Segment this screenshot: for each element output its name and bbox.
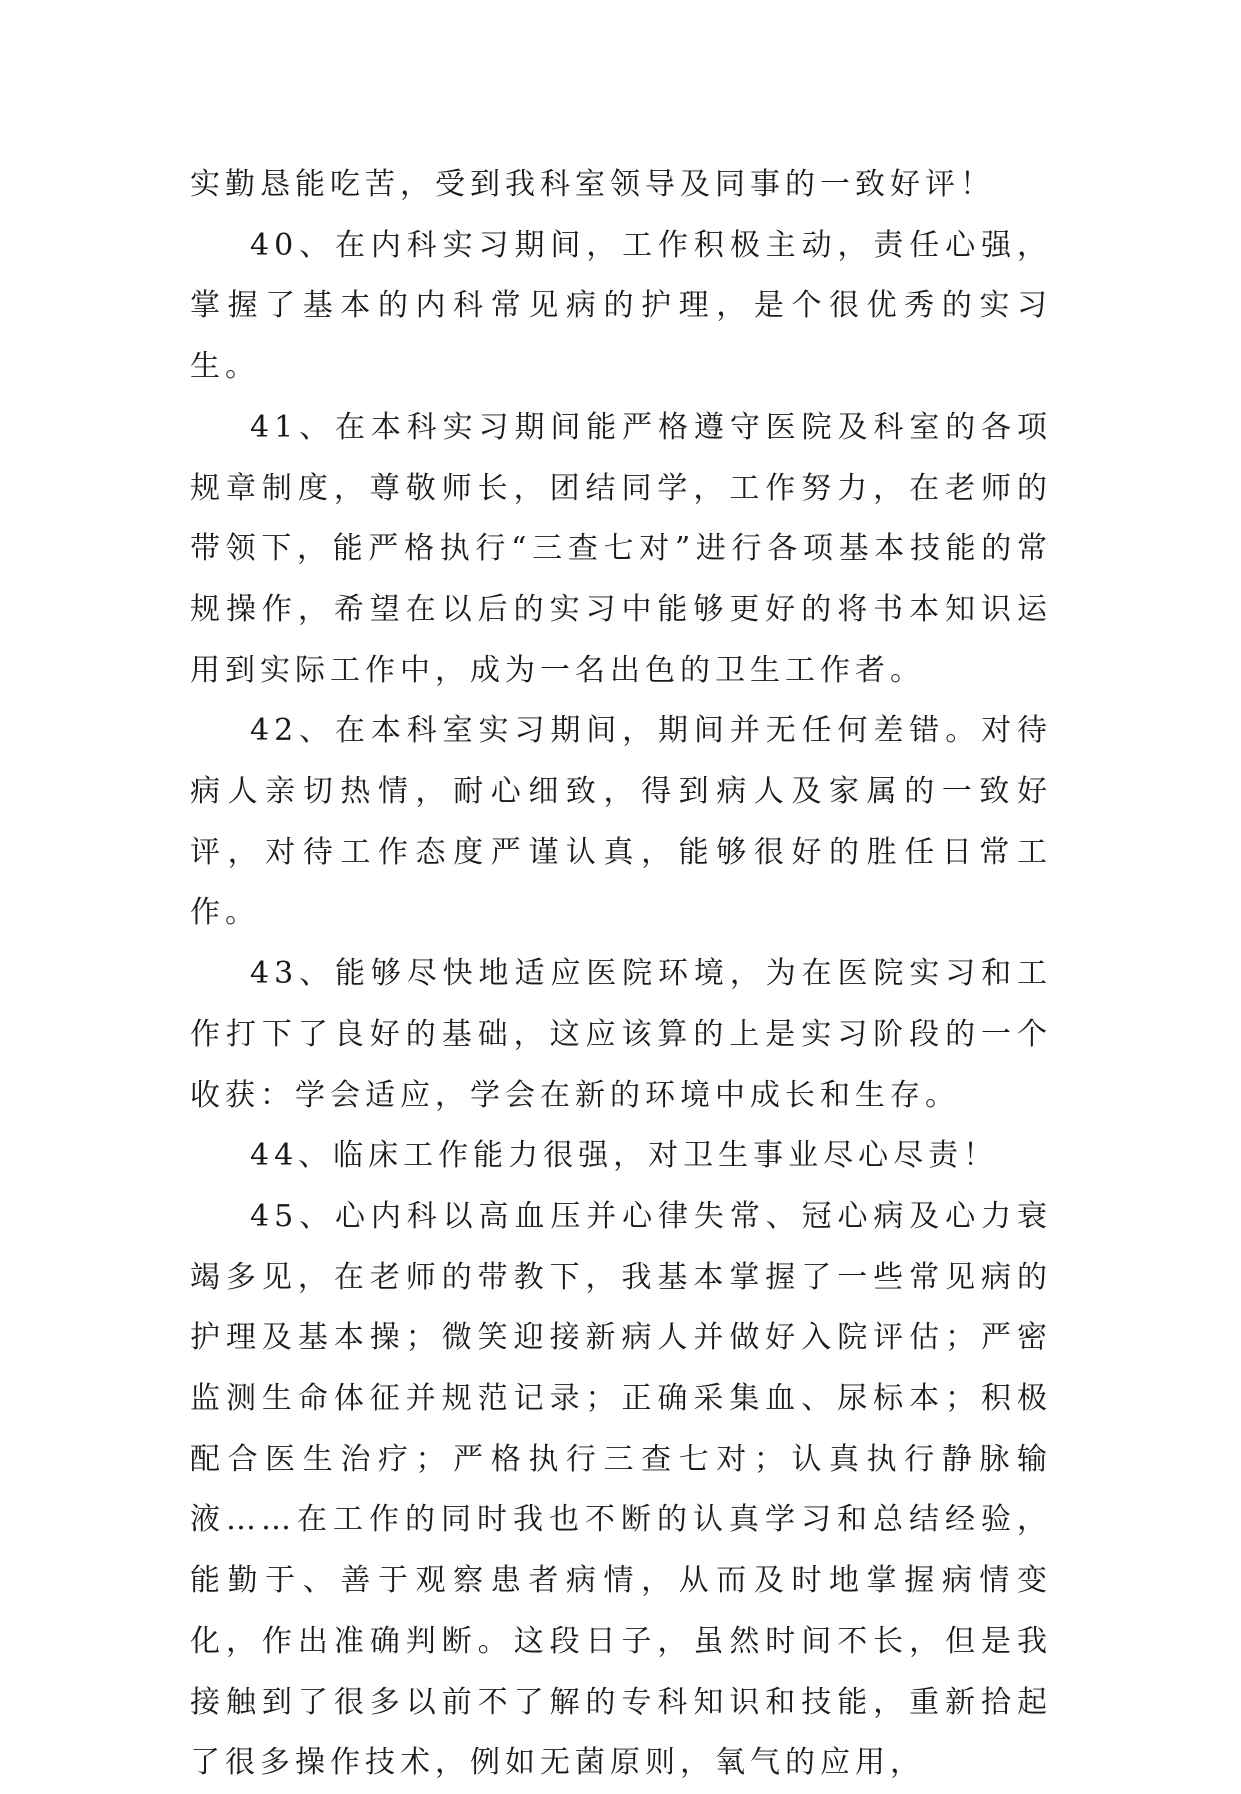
paragraph-continuation: 实勤恳能吃苦，受到我科室领导及同事的一致好评！ [190,167,995,202]
document-body [190,155,1052,1794]
paragraph-43: 43、能够尽快地适应医院环境，为在医院实习和工作打下了良好的基础，这应该算的上是实习阶段的一个收获：学会适应，学会在新的环境中成长和生存。 [190,956,1052,1113]
paragraph-42: 42、在本科室实习期间，期间并无任何差错。对待病人亲切热情，耐心细致，得到病人及家属的一致好评，对待工作态度严谨认真，能够很好的胜任日常工作。 [190,713,1052,931]
paragraph-41: 41、在本科实习期间能严格遵守医院及科室的各项规章制度，尊敬师长，团结同学，工作努力，在老师的带领下，能严格执行“三查七对”进行各项基本技能的常规操作，希望在以后的实习中能够更好的将书本知识运用到实际工作中，成为一名出色的卫生工作者。 [190,409,1052,688]
paragraph-45: 45、心内科以高血压并心律失常、冠心病及心力衰竭多见，在老师的带教下，我基本掌握了一些常见病的护理及基本操；微笑迎接新病人并做好入院评估；严密监测生命体征并规范记录；正确采集血、尿标本；积极配合医生治疗；严格执行三查七对；认真执行静脉输液……在工作的同时我也不断的认真学习和总结经验，能勤于、善于观察患者病情，从而及时地掌握病情变化，作出准确判断。这段日子，虽然时间不长，但是我接触到了很多以前不了解的专科知识和技能，重新拾起了很多操作技术，例如无菌原则，氧气的应用， [190,1198,1052,1781]
paragraph-40: 40、在内科实习期间，工作积极主动，责任心强，掌握了基本的内科常见病的护理，是个很优秀的实习生。 [190,227,1052,385]
paragraph-44: 44、临床工作能力很强，对卫生事业尽心尽责！ [250,1138,999,1174]
